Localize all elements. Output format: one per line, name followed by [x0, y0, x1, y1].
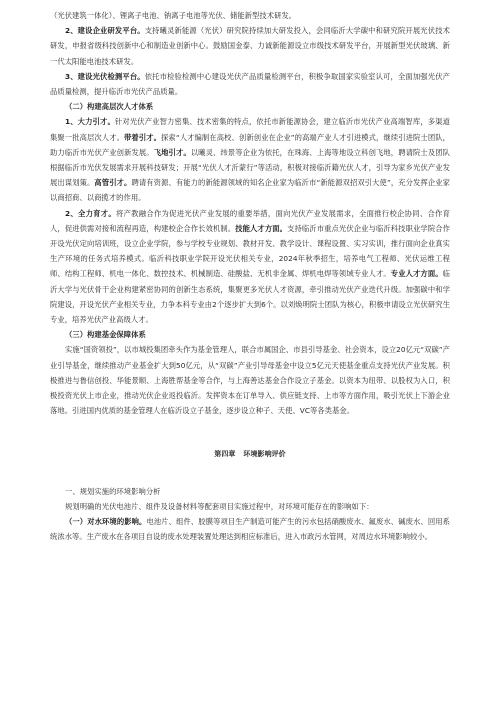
paragraph-intro: 规划明确的光伏电池片、组件及设备材料等配套项目实施过程中，对环境可能存在的影响如下：	[65, 501, 374, 511]
section-heading-talent: （二）构建高层次人才体系	[65, 102, 154, 112]
chapter-title: 第四章 环境影响评价	[214, 450, 286, 459]
section-heading-fund: （三）构建基金保障体系	[65, 330, 146, 340]
paragraph-water-impact: （一）对水环境的影响。电池片、组件、胶膜等项目生产制造可能产生的污水包括硝酸废水、氟废水、碱废水、回用系统浓水等。生产废水在各项目自设的废水处理装置处理达到相应标准后，进入市政污水管网，对周边水环境影响较小。	[50, 517, 450, 542]
paragraph-attract-talent: 1、大力引才。针对光伏产业智力密集、技术密集的特点，依托市新能源协会，建立临沂市光伏产业高端智库，多渠道集聚一批高层次人才。带着引才。探索“人才编制在高校、创新创业在企业”的高端产业人才引进模式，继续引进院士团队，助力临沂市光伏产业创新发展。飞地引才。以曦灵、纬景等企业为依托，在珠海、上海等地设立科创飞地，聘请院士及团队根据临沂市光伏发展需求开展科技研发；开展“光伏人才沂蒙行”等活动，积极对接临沂籍光伏人才，引导为家乡光伏产业发展出谋划策。高管引才。聘请有资源、有能力的新能源领域的知名企业家为临沂市“新能源双招双引大使”，充分发挥企业家以商招商、以商揽才的作用。	[50, 117, 451, 203]
subsection-heading: 一、规划实施的环境影响分析	[65, 486, 161, 496]
paragraph-cultivate-talent: 2、全力育才。将产教融合作为促进光伏产业发展的重要举措，面向光伏产业发展需求，全面推行校企协同、合作育人，促进供需对接和流程再造，构建校企合作长效机制。技能人才方面。支持临沂市重点光伏企业与临沂科技职业学院合作开设光伏定向培训班，设立企业学院，参与学校专业规划、教材开发、教学设计、课程设置、实习实训，推行面向企业真实生产环境的任务式培养模式。临沂科技职业学院开设光伏相关专业，2024年秋季招生，培养电气工程师、光伏运维工程师、结构工程师、机电一体化、数控技术、机械制造、硅酸盐、无机非金属、焊机电焊等领域专业人才。专业人才方面。临沂大学与光伏骨干企业构建紧密协同的创新生态系统，集聚更多光伏人才资源，牵引推动光伏产业迭代升级。加强碳中和学院建设，开设光伏产业相关专业，力争本科专业由2个逐步扩大到6个。以刘焕明院士团队为核心，积极申请设立光伏研究生专业，培养光伏产业高级人才。	[50, 208, 450, 325]
paragraph-continuation: （光伏建筑一体化）、锂离子电池、钠离子电池等光伏、储能新型技术研发。	[50, 11, 297, 20]
item-lead: 2、建设企业研发平台。	[65, 26, 145, 36]
paragraph-fund: 实施“国资领投”，以市城投集团牵头作为基金管理人，联合市属国企、市县引导基金、社会资本，设立20亿元“双碳”产业引导基金，继续推动产业基金扩大到50亿元，从“双碳”产业引导母基金中设立5亿元天使基金重点支持光伏产业发展。积极推进与鲁信创投、华能景顺、上海胜帮基金等合作，与上海善达基金合作设立子基金。以资本为纽带、以股权为入口，积极投资光伏上市企业，推动光伏企业返投临沂。发挥资本在订单导入、供应链支持、上市等方面作用，吸引光伏上下游企业落地。引进国内优质的基金管理人在临沂设立子基金，逐步设立种子、天使、VC等各类基金。	[50, 345, 450, 416]
paragraph-testing-platform: 3、建设光伏检测平台。依托市检验检测中心建设光伏产品质量检测平台，积极争取国家实验室认可，全面加强光伏产品质量检测，提升临沂市光伏产品质量。	[50, 71, 450, 97]
item-lead: 3、建设光伏检测平台。	[65, 71, 145, 81]
paragraph-rd-platform: 2、建设企业研发平台。支持曦灵新能源（光伏）研究院持续加大研发投入，会同临沂大学碳中和研究院开展光伏技术研发，申报省级科技创新中心和制造业创新中心。鼓励国金泰、力诚新能源设立市级技术研发平台，开展新型光伏玻璃、新一代太阳能电池技术研发。	[50, 26, 450, 66]
